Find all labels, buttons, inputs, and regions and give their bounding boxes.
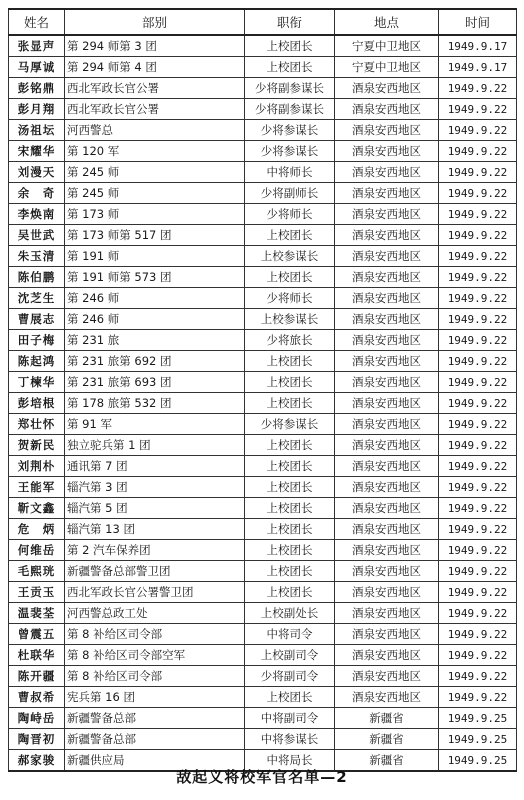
header-date: 时间: [439, 9, 517, 35]
date-cell: 1949.9.25: [439, 729, 517, 750]
rank-cell: 中将副司令: [245, 708, 335, 729]
name-cell: 张显声: [9, 35, 65, 57]
unit-cell: 第 246 师: [65, 309, 245, 330]
location-cell: 酒泉安西地区: [335, 540, 439, 561]
date-cell: 1949.9.22: [439, 666, 517, 687]
rank-cell: 少将副参谋长: [245, 78, 335, 99]
date-cell: 1949.9.22: [439, 498, 517, 519]
rank-cell: 少将副司令: [245, 666, 335, 687]
table-body: [9, 35, 517, 771]
name-cell: 余 奇: [9, 183, 65, 204]
date-cell: 1949.9.25: [439, 750, 517, 772]
unit-cell: 第 178 旅第 532 团: [65, 393, 245, 414]
name-cell: 陈伯鹏: [9, 267, 65, 288]
location-cell: 酒泉安西地区: [335, 120, 439, 141]
table-row: [9, 498, 517, 519]
location-cell: 酒泉安西地区: [335, 645, 439, 666]
unit-cell: 第 245 师: [65, 183, 245, 204]
date-cell: 1949.9.22: [439, 330, 517, 351]
location-cell: 酒泉安西地区: [335, 78, 439, 99]
rank-cell: 上校团长: [245, 582, 335, 603]
rank-cell: 上校团长: [245, 372, 335, 393]
table-row: [9, 456, 517, 477]
location-cell: 酒泉安西地区: [335, 267, 439, 288]
rank-cell: 上校团长: [245, 519, 335, 540]
document-caption: 敌起义将校军官名单—2: [176, 768, 348, 786]
table-row: [9, 120, 517, 141]
rank-cell: 上校团长: [245, 225, 335, 246]
rank-cell: 中将师长: [245, 162, 335, 183]
date-cell: 1949.9.22: [439, 225, 517, 246]
header-name: 姓名: [9, 9, 65, 35]
rank-cell: 少将师长: [245, 204, 335, 225]
date-cell: 1949.9.22: [439, 246, 517, 267]
date-cell: 1949.9.22: [439, 204, 517, 225]
date-cell: 1949.9.22: [439, 540, 517, 561]
rank-cell: 上校团长: [245, 393, 335, 414]
location-cell: 酒泉安西地区: [335, 582, 439, 603]
unit-cell: 独立驼兵第 1 团: [65, 435, 245, 456]
name-cell: 王贡玉: [9, 582, 65, 603]
officer-roster-table: [8, 8, 517, 772]
unit-cell: 第 231 旅第 692 团: [65, 351, 245, 372]
unit-cell: 西北军政长官公署警卫团: [65, 582, 245, 603]
unit-cell: 辎汽第 5 团: [65, 498, 245, 519]
rank-cell: 上校团长: [245, 435, 335, 456]
location-cell: 酒泉安西地区: [335, 288, 439, 309]
date-cell: 1949.9.22: [439, 456, 517, 477]
name-cell: 彭培根: [9, 393, 65, 414]
table-row: [9, 141, 517, 162]
table-row: [9, 603, 517, 624]
unit-cell: 第 245 师: [65, 162, 245, 183]
table-row: [9, 78, 517, 99]
location-cell: 酒泉安西地区: [335, 246, 439, 267]
location-cell: 酒泉安西地区: [335, 477, 439, 498]
date-cell: 1949.9.22: [439, 603, 517, 624]
table-row: [9, 519, 517, 540]
table-row: [9, 225, 517, 246]
table-row: [9, 435, 517, 456]
rank-cell: 上校团长: [245, 456, 335, 477]
name-cell: 陈起鸿: [9, 351, 65, 372]
name-cell: 彭铭鼎: [9, 78, 65, 99]
name-cell: 宋耀华: [9, 141, 65, 162]
unit-cell: 第 294 师第 3 团: [65, 35, 245, 57]
location-cell: 酒泉安西地区: [335, 225, 439, 246]
table-header: [9, 9, 517, 35]
unit-cell: 新疆警备总部: [65, 729, 245, 750]
rank-cell: 少将参谋长: [245, 141, 335, 162]
rank-cell: 中将局长: [245, 750, 335, 772]
unit-cell: 新疆警备总部警卫团: [65, 561, 245, 582]
table-row: [9, 267, 517, 288]
rank-cell: 少将参谋长: [245, 414, 335, 435]
rank-cell: 中将司令: [245, 624, 335, 645]
rank-cell: 上校团长: [245, 687, 335, 708]
name-cell: 郑壮怀: [9, 414, 65, 435]
name-cell: 汤祖坛: [9, 120, 65, 141]
name-cell: 陶峙岳: [9, 708, 65, 729]
rank-cell: 少将参谋长: [245, 120, 335, 141]
location-cell: 酒泉安西地区: [335, 624, 439, 645]
unit-cell: 第 2 汽车保养团: [65, 540, 245, 561]
date-cell: 1949.9.22: [439, 477, 517, 498]
name-cell: 沈芝生: [9, 288, 65, 309]
unit-cell: 通讯第 7 团: [65, 456, 245, 477]
date-cell: 1949.9.17: [439, 57, 517, 78]
table-row: [9, 477, 517, 498]
table-row: [9, 687, 517, 708]
table-row: [9, 309, 517, 330]
date-cell: 1949.9.22: [439, 162, 517, 183]
rank-cell: 少将旅长: [245, 330, 335, 351]
name-cell: 何维岳: [9, 540, 65, 561]
unit-cell: 第 8 补给区司令部: [65, 624, 245, 645]
date-cell: 1949.9.22: [439, 414, 517, 435]
unit-cell: 新疆警备总部: [65, 708, 245, 729]
table-row: [9, 561, 517, 582]
rank-cell: 上校参谋长: [245, 246, 335, 267]
unit-cell: 新疆供应局: [65, 750, 245, 772]
name-cell: 彭月翔: [9, 99, 65, 120]
rank-cell: 少将师长: [245, 288, 335, 309]
name-cell: 吴世武: [9, 225, 65, 246]
unit-cell: 第 246 师: [65, 288, 245, 309]
unit-cell: 第 173 师: [65, 204, 245, 225]
name-cell: 温裴荃: [9, 603, 65, 624]
location-cell: 酒泉安西地区: [335, 351, 439, 372]
rank-cell: 上校团长: [245, 35, 335, 57]
table-row: [9, 645, 517, 666]
location-cell: 酒泉安西地区: [335, 519, 439, 540]
date-cell: 1949.9.22: [439, 120, 517, 141]
unit-cell: 第 91 军: [65, 414, 245, 435]
unit-cell: 第 8 补给区司令部空军: [65, 645, 245, 666]
unit-cell: 第 120 军: [65, 141, 245, 162]
date-cell: 1949.9.17: [439, 35, 517, 57]
rank-cell: 中将参谋长: [245, 729, 335, 750]
location-cell: 新疆省: [335, 729, 439, 750]
rank-cell: 上校团长: [245, 540, 335, 561]
location-cell: 酒泉安西地区: [335, 330, 439, 351]
date-cell: 1949.9.22: [439, 288, 517, 309]
table-row: [9, 414, 517, 435]
unit-cell: 第 231 旅第 693 团: [65, 372, 245, 393]
unit-cell: 第 8 补给区司令部: [65, 666, 245, 687]
header-row: [9, 9, 517, 35]
name-cell: 贺新民: [9, 435, 65, 456]
location-cell: 酒泉安西地区: [335, 414, 439, 435]
rank-cell: 少将副参谋长: [245, 99, 335, 120]
location-cell: 酒泉安西地区: [335, 393, 439, 414]
date-cell: 1949.9.22: [439, 645, 517, 666]
location-cell: 酒泉安西地区: [335, 603, 439, 624]
location-cell: 酒泉安西地区: [335, 372, 439, 393]
date-cell: 1949.9.22: [439, 519, 517, 540]
location-cell: 酒泉安西地区: [335, 141, 439, 162]
location-cell: 酒泉安西地区: [335, 309, 439, 330]
location-cell: 宁夏中卫地区: [335, 57, 439, 78]
header-location: 地点: [335, 9, 439, 35]
date-cell: 1949.9.22: [439, 393, 517, 414]
header-unit: 部别: [65, 9, 245, 35]
name-cell: 曹叔希: [9, 687, 65, 708]
date-cell: 1949.9.22: [439, 582, 517, 603]
name-cell: 曹展志: [9, 309, 65, 330]
name-cell: 李焕南: [9, 204, 65, 225]
table-row: [9, 708, 517, 729]
rank-cell: 上校副司令: [245, 645, 335, 666]
name-cell: 危 炳: [9, 519, 65, 540]
name-cell: 曾震五: [9, 624, 65, 645]
date-cell: 1949.9.22: [439, 267, 517, 288]
table-row: [9, 288, 517, 309]
location-cell: 酒泉安西地区: [335, 435, 439, 456]
table-row: [9, 330, 517, 351]
unit-cell: 第 191 师: [65, 246, 245, 267]
rank-cell: 上校团长: [245, 351, 335, 372]
date-cell: 1949.9.22: [439, 183, 517, 204]
name-cell: 靳文鑫: [9, 498, 65, 519]
location-cell: 宁夏中卫地区: [335, 35, 439, 57]
date-cell: 1949.9.22: [439, 141, 517, 162]
location-cell: 酒泉安西地区: [335, 687, 439, 708]
rank-cell: 上校参谋长: [245, 309, 335, 330]
location-cell: 酒泉安西地区: [335, 99, 439, 120]
rank-cell: 上校团长: [245, 498, 335, 519]
table-row: [9, 246, 517, 267]
unit-cell: 辎汽第 13 团: [65, 519, 245, 540]
table-row: [9, 372, 517, 393]
table-row: [9, 183, 517, 204]
location-cell: 酒泉安西地区: [335, 666, 439, 687]
date-cell: 1949.9.22: [439, 351, 517, 372]
location-cell: 酒泉安西地区: [335, 456, 439, 477]
date-cell: 1949.9.22: [439, 561, 517, 582]
unit-cell: 宪兵第 16 团: [65, 687, 245, 708]
header-rank: 职衔: [245, 9, 335, 35]
location-cell: 新疆省: [335, 750, 439, 772]
unit-cell: 河西警总政工处: [65, 603, 245, 624]
location-cell: 酒泉安西地区: [335, 498, 439, 519]
name-cell: 刘荆朴: [9, 456, 65, 477]
name-cell: 陈开疆: [9, 666, 65, 687]
rank-cell: 上校团长: [245, 477, 335, 498]
location-cell: 新疆省: [335, 708, 439, 729]
date-cell: 1949.9.22: [439, 687, 517, 708]
rank-cell: 少将副师长: [245, 183, 335, 204]
table-row: [9, 666, 517, 687]
table-row: [9, 162, 517, 183]
date-cell: 1949.9.22: [439, 372, 517, 393]
name-cell: 刘漫天: [9, 162, 65, 183]
table-row: [9, 729, 517, 750]
date-cell: 1949.9.22: [439, 78, 517, 99]
unit-cell: 第 173 师第 517 团: [65, 225, 245, 246]
unit-cell: 第 231 旅: [65, 330, 245, 351]
table-row: [9, 35, 517, 57]
name-cell: 田子梅: [9, 330, 65, 351]
table-row: [9, 57, 517, 78]
name-cell: 王能军: [9, 477, 65, 498]
name-cell: 马厚诚: [9, 57, 65, 78]
name-cell: 杜联华: [9, 645, 65, 666]
date-cell: 1949.9.22: [439, 435, 517, 456]
unit-cell: 西北军政长官公署: [65, 78, 245, 99]
name-cell: 毛熙珖: [9, 561, 65, 582]
name-cell: 陶晋初: [9, 729, 65, 750]
table-row: [9, 204, 517, 225]
rank-cell: 上校团长: [245, 267, 335, 288]
location-cell: 酒泉安西地区: [335, 183, 439, 204]
date-cell: 1949.9.22: [439, 624, 517, 645]
table-row: [9, 582, 517, 603]
rank-cell: 上校团长: [245, 561, 335, 582]
unit-cell: 西北军政长官公署: [65, 99, 245, 120]
location-cell: 酒泉安西地区: [335, 162, 439, 183]
name-cell: 朱玉清: [9, 246, 65, 267]
rank-cell: 上校团长: [245, 57, 335, 78]
name-cell: 丁楝华: [9, 372, 65, 393]
table-row: [9, 540, 517, 561]
table-row: [9, 99, 517, 120]
date-cell: 1949.9.22: [439, 309, 517, 330]
location-cell: 酒泉安西地区: [335, 204, 439, 225]
date-cell: 1949.9.25: [439, 708, 517, 729]
table-row: [9, 624, 517, 645]
rank-cell: 上校副处长: [245, 603, 335, 624]
date-cell: 1949.9.22: [439, 99, 517, 120]
name-cell: 郝家骏: [9, 750, 65, 772]
location-cell: 酒泉安西地区: [335, 561, 439, 582]
unit-cell: 第 191 师第 573 团: [65, 267, 245, 288]
table-row: [9, 393, 517, 414]
unit-cell: 辎汽第 3 团: [65, 477, 245, 498]
unit-cell: 河西警总: [65, 120, 245, 141]
unit-cell: 第 294 师第 4 团: [65, 57, 245, 78]
table-row: [9, 351, 517, 372]
